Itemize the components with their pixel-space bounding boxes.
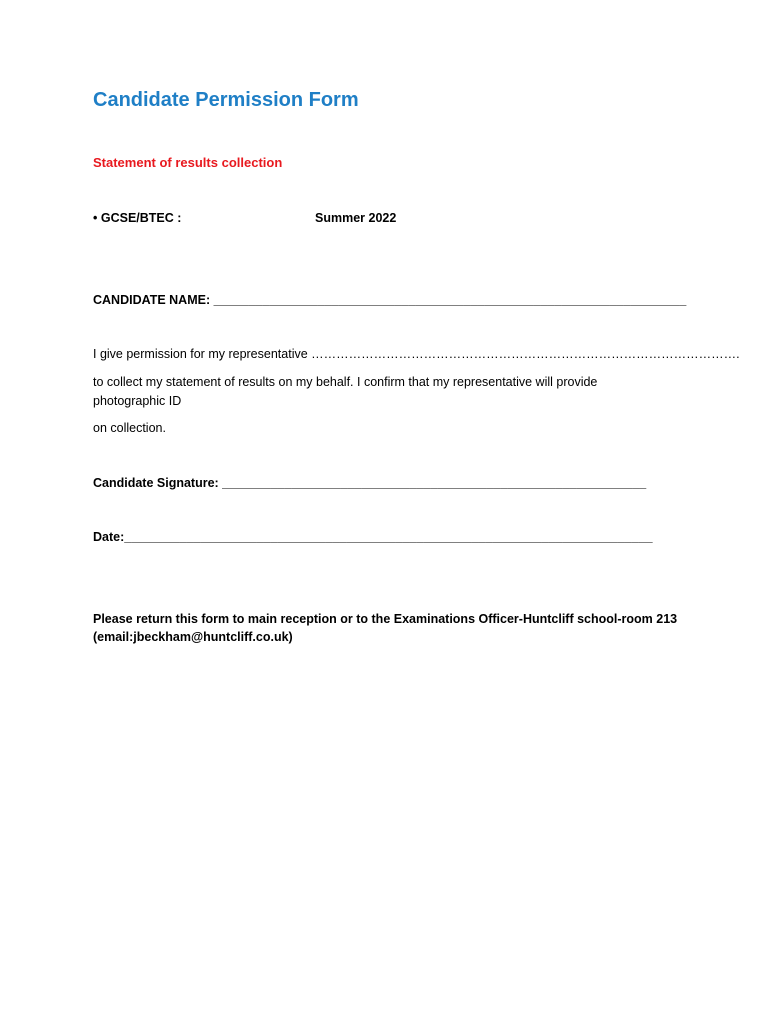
return-email: (email:jbeckham@huntcliff.co.uk): [93, 630, 293, 644]
photo-id-statement: photographic ID: [93, 394, 182, 408]
candidate-name-field[interactable]: CANDIDATE NAME: ____________________________________________________________________: [93, 293, 687, 307]
collection-statement: on collection.: [93, 421, 166, 435]
form-subtitle: Statement of results collection: [93, 155, 283, 170]
date-field[interactable]: Date:____________________________________________________________________________: [93, 530, 653, 544]
permission-statement[interactable]: I give permission for my representative ………………………………………………………………………………………….: [93, 347, 740, 361]
qualification-label: GCSE/BTEC :: [100, 211, 182, 225]
exam-session: Summer 2022: [315, 211, 397, 225]
candidate-signature-field[interactable]: Candidate Signature: _____________________________________________________________: [93, 476, 647, 490]
form-title: Candidate Permission Form: [93, 89, 359, 111]
collect-statement: to collect my statement of results on my behalf. I confirm that my representative will provide: [93, 375, 598, 389]
bullet-icon: •: [93, 211, 98, 225]
return-instructions: Please return this form to main reception or to the Examinations Officer-Huntcliff school-room 213: [93, 612, 678, 626]
qualification-row: [93, 211, 181, 225]
